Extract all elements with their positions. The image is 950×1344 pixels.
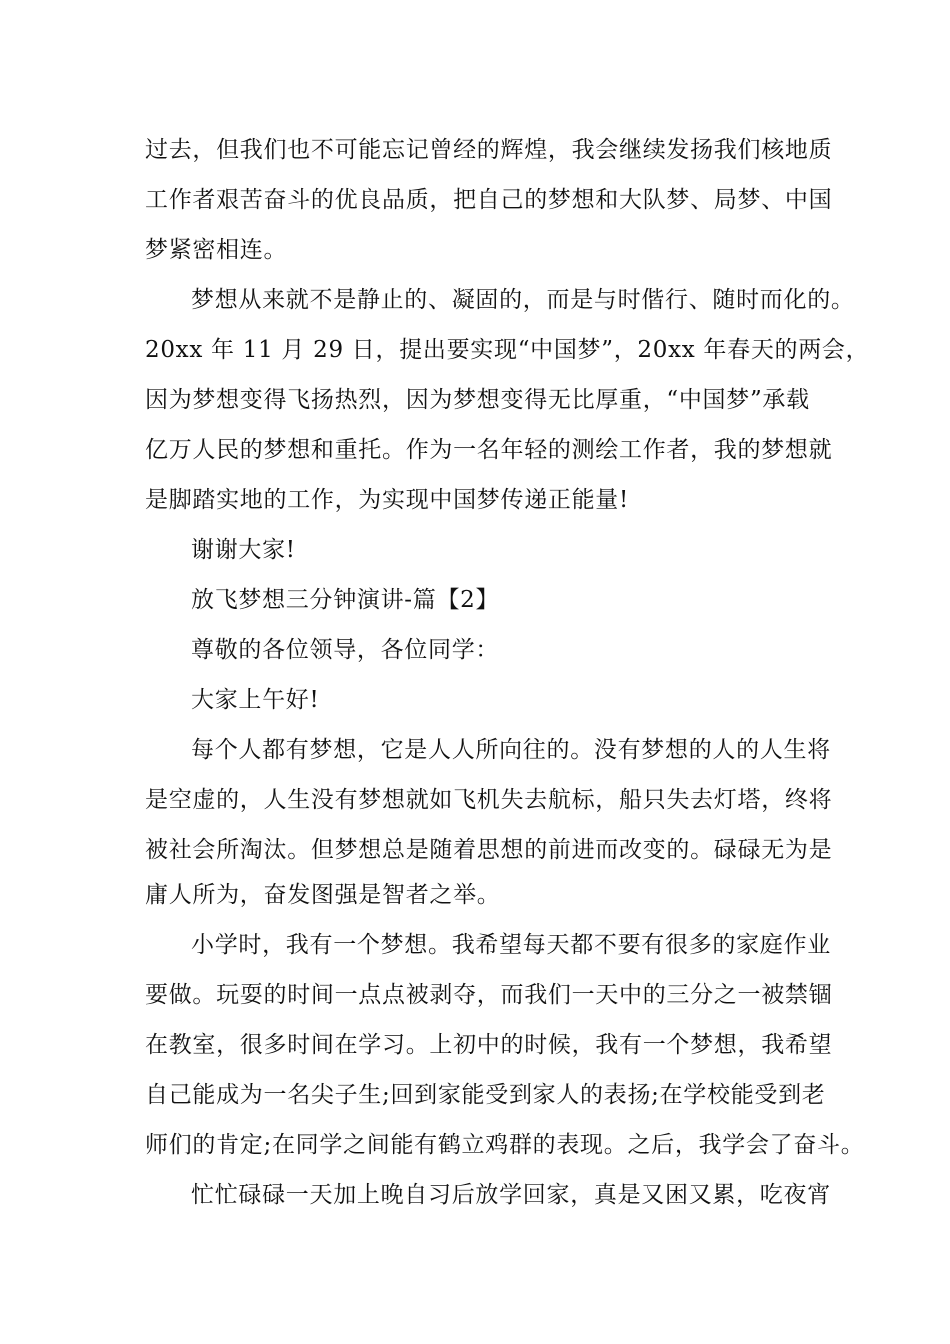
text-line: 亿万人民的梦想和重托。作为一名年轻的测绘工作者，我的梦想就 — [145, 437, 833, 463]
section-title: 放飞梦想三分钟演讲-篇【2】 — [191, 587, 500, 613]
text-line: 20xx 年 11 月 29 日，提出要实现“中国梦”，20xx 年春天的两会， — [145, 337, 870, 363]
text-line: 是空虚的，人生没有梦想就如飞机失去航标，船只失去灯塔，终将 — [145, 787, 833, 813]
salutation: 尊敬的各位领导，各位同学： — [191, 637, 500, 663]
text-line: 梦紧密相连。 — [145, 237, 288, 263]
text-line: 在教室，很多时间在学习。上初中的时候，我有一个梦想，我希望 — [145, 1032, 833, 1058]
paragraph-start-line: 忙忙碌碌一天加上晚自习后放学回家，真是又困又累，吃夜宵 — [191, 1182, 831, 1208]
text-line: 是脚踏实地的工作，为实现中国梦传递正能量! — [145, 487, 629, 513]
thanks-line: 谢谢大家! — [191, 537, 296, 563]
text-line: 因为梦想变得飞扬热烈，因为梦想变得无比厚重，“中国梦”承载 — [145, 387, 810, 413]
paragraph-start-line: 梦想从来就不是静止的、凝固的，而是与时偕行、随时而化的。 — [191, 287, 855, 313]
greeting: 大家上午好! — [191, 687, 320, 713]
text-line: 要做。玩耍的时间一点点被剥夺，而我们一天中的三分之一被禁锢 — [145, 982, 833, 1008]
text-line: 工作者艰苦奋斗的优良品质，把自己的梦想和大队梦、局梦、中国 — [145, 187, 833, 213]
paragraph-start-line: 每个人都有梦想，它是人人所向往的。没有梦想的人的人生将 — [191, 737, 831, 763]
text-line: 被社会所淘汰。但梦想总是随着思想的前进而改变的。碌碌无为是 — [145, 837, 833, 863]
text-line: 过去，但我们也不可能忘记曾经的辉煌，我会继续发扬我们核地质 — [145, 137, 833, 163]
text-line: 庸人所为，奋发图强是智者之举。 — [145, 882, 501, 908]
text-line: 自己能成为一名尖子生;回到家能受到家人的表扬;在学校能受到老 — [145, 1082, 826, 1108]
paragraph-start-line: 小学时，我有一个梦想。我希望每天都不要有很多的家庭作业 — [191, 932, 831, 958]
text-line: 师们的肯定;在同学之间能有鹤立鸡群的表现。之后，我学会了奋斗。 — [145, 1132, 865, 1158]
